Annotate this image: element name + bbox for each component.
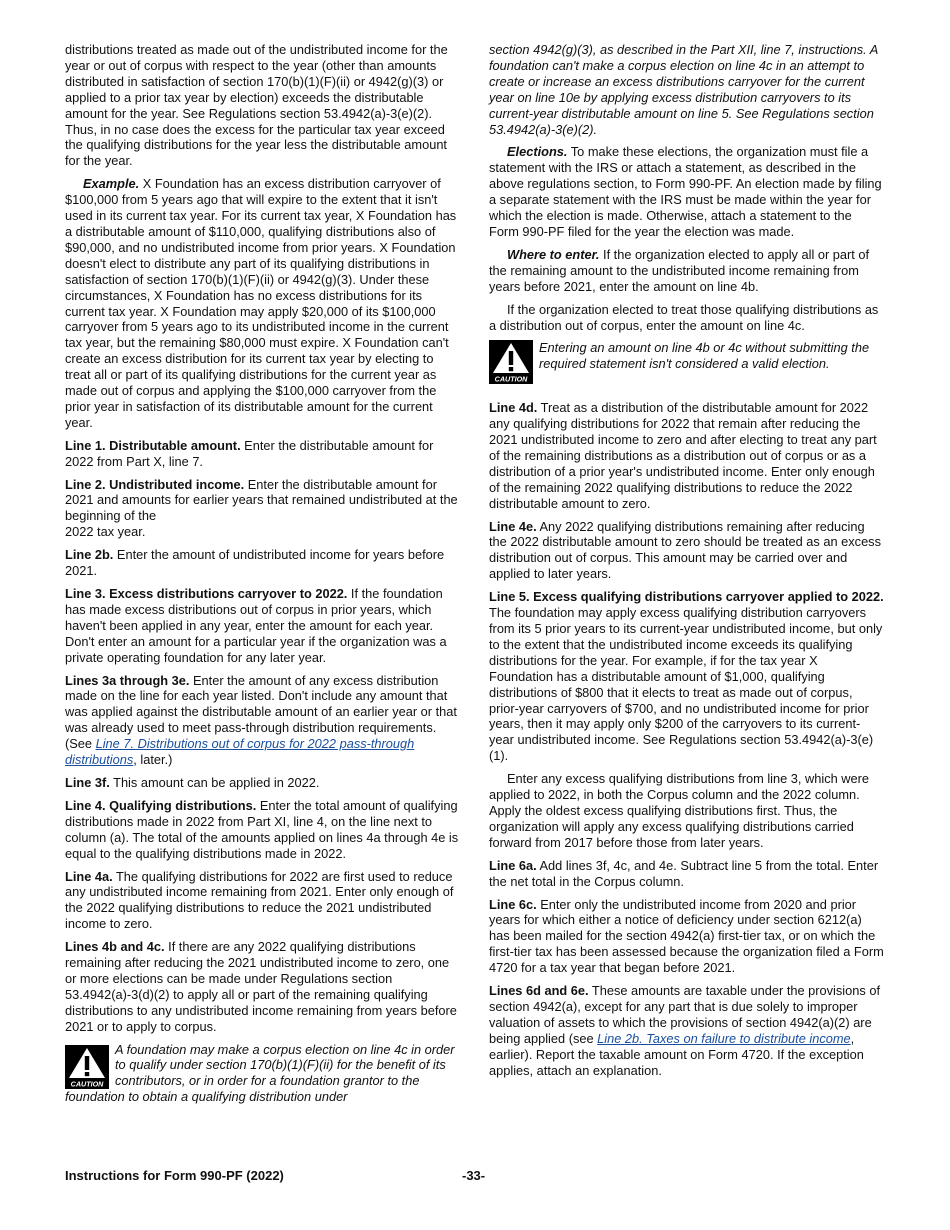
line-3f-paragraph: Line 3f. This amount can be applied in 2022. — [65, 774, 320, 790]
line-7-link[interactable]: Line 7. Distributions out of corpus for 2022 pass-through distributions — [65, 736, 415, 768]
line-4-heading: Line 4. Qualifying distributions. — [65, 797, 257, 813]
line-1-heading: Line 1. Distributable amount. — [65, 437, 241, 453]
caution-note-corpus-election: A foundation may make a corpus election on line 4c in order to qualify under section 170(b)(1)(F)(ii) for the benefit of its contributors, or in order for a foundation grantor to the foundation to obtain a qualifying distribution under — [65, 1041, 455, 1105]
line-4a-paragraph: Line 4a. The qualifying distributions for 2022 are first used to reduce any undistributed income remaining from 2021. Enter only enough of the 2022 qualifying distributions to reduce the 2021 undistributed income to zero. — [65, 868, 454, 932]
line-2b-taxes-link[interactable]: Line 2b. Taxes on failure to distribute income — [597, 1030, 851, 1046]
example-heading: Example. — [83, 176, 140, 192]
where-to-enter-paragraph: Where to enter. If the organization elected to apply all or part of the remaining amount to the undistributed income remaining from years before 2021, enter the amount on line 4b. — [489, 246, 870, 294]
lines-4b-4c-heading: Lines 4b and 4c. — [65, 939, 165, 955]
line-3-paragraph: Line 3. Excess distributions carryover to 2022. If the foundation has made excess distributions out of corpus in prior years, which haven't been applied in any year, enter the amount for each year. Don't enter an amount for a particular year if the organization was a private operating foundation for any later year. — [65, 586, 447, 665]
line-4-paragraph: Line 4. Qualifying distributions. Enter the total amount of qualifying distributions made in 2022 from Part XI, line 4, on the line next to column (a). The total of the amounts applied on lines 4a through 4e is equal to the qualifying distributions made in 2022. — [65, 797, 459, 861]
line-4d-heading: Line 4d. — [489, 400, 538, 416]
line-6c-paragraph: Line 6c. Enter only the undistributed income from 2020 and prior years for which either a notice of deficiency under section 6212(a) has been mailed for the section 4942(a) first-tier tax, or on which the first-tier tax has been assessed because the organization filed a Form 4720 for a tax year that began before 2021. — [489, 896, 884, 976]
caution-note-valid-election: Entering an amount on line 4b or 4c without submitting the required statement isn't considered a valid election. — [539, 340, 885, 386]
line-5-paragraph-2: Enter any excess qualifying distributions from line 3, which were applied to 2022, in both the Corpus column and the 2022 column. Apply the oldest excess qualifying distributions first. Thus, the organization will apply any excess qualifying distributions carried forward from 2017 before those from later years. — [489, 771, 870, 850]
caution-continuation: section 4942(g)(3), as described in the Part XII, line 7, instructions. A foundation can't make a corpus election on line 4c in an attempt to create or increase an excess distributions carryover for the current year on line 10e by applying excess distribution carryovers to its current-year distributable amount on line 5. See Regulations section 53.4942(a)-3(e)(2). — [489, 42, 878, 137]
line-5-heading: Line 5. Excess qualifying distributions carryover applied to 2022. — [489, 589, 884, 605]
lines-6d-6e-paragraph: Lines 6d and 6e. These amounts are taxable under the provisions of section 4942(a), except for any part that is due solely to improper valuation of assets to which the provisions of section 4942(a)(2) are being applied (see Line 2b. Taxes on failure to distribute income, earlier). Report the taxable amount on Form 4720. If the exception applies, attach an explanation. — [489, 983, 881, 1078]
line-4a-heading: Line 4a. — [65, 868, 113, 884]
line-3f-heading: Line 3f. — [65, 774, 110, 790]
lines-4b-4c-paragraph: Lines 4b and 4c. If there are any 2022 qualifying distributions remaining after reducing the 2021 undistributed income to zero, one or more elections can be made under Regulations section 53.4942(a)-3(d)(2) to apply all or part of the remaining qualifying distributions to any undistributed income remaining from years before 2021 or to apply to corpus. — [65, 939, 457, 1034]
line-4d-paragraph: Line 4d. Treat as a distribution of the distributable amount for 2022 any qualifying distributions for 2022 that remain after reducing the 2021 undistributed income to zero and after electing to treat any part of the remaining distributions as a distribution out of corpus or as a distribution of a prior year's undistributed income. Enter only enough of the remaining 2022 qualifying distributions to reduce the 2022 distributable amount to zero. — [489, 400, 877, 511]
line-4e-heading: Line 4e. — [489, 518, 537, 534]
line-2b-heading: Line 2b. — [65, 547, 114, 563]
elections-heading: Elections. — [507, 144, 568, 160]
page-number: -33- — [462, 1168, 486, 1183]
line-5-paragraph: Line 5. Excess qualifying distributions carryover applied to 2022. The foundation may apply excess qualifying distribution carryovers from its 5 prior years to its current-year undistributed income, but only to the extent that the undistributed income exceeds its qualifying distributions for the year. For example, if for the tax year X Foundation has a distributable amount of $1,000, qualifying distributions of $800 that it elects to treat as made out of corpus, prior-year carryovers of $700, and no undistributed income for prior years, then it may apply only $200 of the carryovers to its current-year undistributed income. See Regulations section 53.4942(a)-3(e)(1). — [489, 589, 884, 764]
line-2b-paragraph: Line 2b. Enter the amount of undistributed income for years before 2021. — [65, 547, 445, 579]
example-paragraph: Example. X Foundation has an excess distribution carryover of $100,000 from 5 years ago that will expire to the extent that it isn't used in its current tax year. For its current tax year, X Foundation has a distributable amount of $110,000, qualifying distributions also of $90,000, and no undistributed income from prior years. X Foundation doesn't elect to distribute any part of its qualifying distributions in satisfaction of section 170(b)(1)(F)(ii) or 4942(g)(3). Under these circumstances, X Foundation has no excess distributions for its current tax year. X Foundation may apply $20,000 of its $100,000 carryover from 5 years ago to its undistributed income in the current tax year, but the remaining $80,000 must expire. X Foundation can't create an excess distribution for its current tax year by electing to treat all or part of its qualifying distributions for the current year as made out of corpus and applying the $100,000 carryover from the prior year in satisfaction of its distributable amount for the current year. — [65, 176, 457, 430]
right-column — [489, 42, 885, 1085]
line-6a-paragraph: Line 6a. Add lines 3f, 4c, and 4e. Subtract line 5 from the total. Enter the net total in the Corpus column. — [489, 857, 879, 889]
caution-icon — [489, 340, 533, 384]
left-column — [65, 42, 460, 1113]
line-6c-heading: Line 6c. — [489, 896, 537, 912]
lines-3a-3e-heading: Lines 3a through 3e. — [65, 672, 190, 688]
lines-3a-3e-paragraph: Lines 3a through 3e. Enter the amount of any excess distribution made on the line for each year listed. Don't include any amount that was applied against the distributable amount of an earlier year or that was already used to meet pass-through distribution requirements. (See Line 7. Distributions out of corpus for 2022 pass-through distributions, later.) — [65, 672, 457, 768]
caution-icon — [65, 1045, 109, 1089]
paragraph-continuation: distributions treated as made out of the undistributed income for the year or out of corpus with respect to the year (other than amounts distributed in satisfaction of section 170(b)(1)(F)(ii) or 4942(g)(3) or applied to a prior tax year by election) exceeds the distributable amount for the year. See Regulations section 53.4942(a)-3(e)(2). Thus, in no case does the excess for the particular tax year exceed the qualifying distributions for the year less the distributable amount for the year. — [65, 42, 448, 169]
lines-6d-6e-heading: Lines 6d and 6e. — [489, 983, 589, 999]
line-6a-heading: Line 6a. — [489, 857, 537, 873]
corpus-election-paragraph: If the organization elected to treat those qualifying distributions as a distribution out of corpus, enter the amount on line 4c. — [489, 301, 879, 333]
line-3-heading: Line 3. Excess distributions carryover to 2022. — [65, 586, 348, 601]
line-2-paragraph: Line 2. Undistributed income. Enter the distributable amount for 2021 and amounts for earlier years that remained undistributed at the beginning of the 2022 tax year. — [65, 476, 458, 540]
line-1-paragraph: Line 1. Distributable amount. Enter the distributable amount for 2022 from Part X, line 7. — [65, 437, 434, 469]
footer-title: Instructions for Form 990-PF (2022) — [65, 1168, 284, 1183]
line-2-heading: Line 2. Undistributed income. — [65, 476, 245, 492]
elections-paragraph: Elections. To make these elections, the organization must file a statement with the IRS or attach a statement, as described in the above regulations section, to Form 990-PF. An election made by filing a separate statement with the IRS must be made within the year for which the election is made. Otherwise, attach a statement to the Form 990-PF filed for the year the election was made. — [489, 144, 882, 239]
where-to-enter-heading: Where to enter. — [507, 246, 600, 262]
line-4e-paragraph: Line 4e. Any 2022 qualifying distributions remaining after reducing the 2022 distributable amount to zero should be treated as an excess distribution out of corpus. This amount may be carried over and applied to later years. — [489, 518, 881, 582]
